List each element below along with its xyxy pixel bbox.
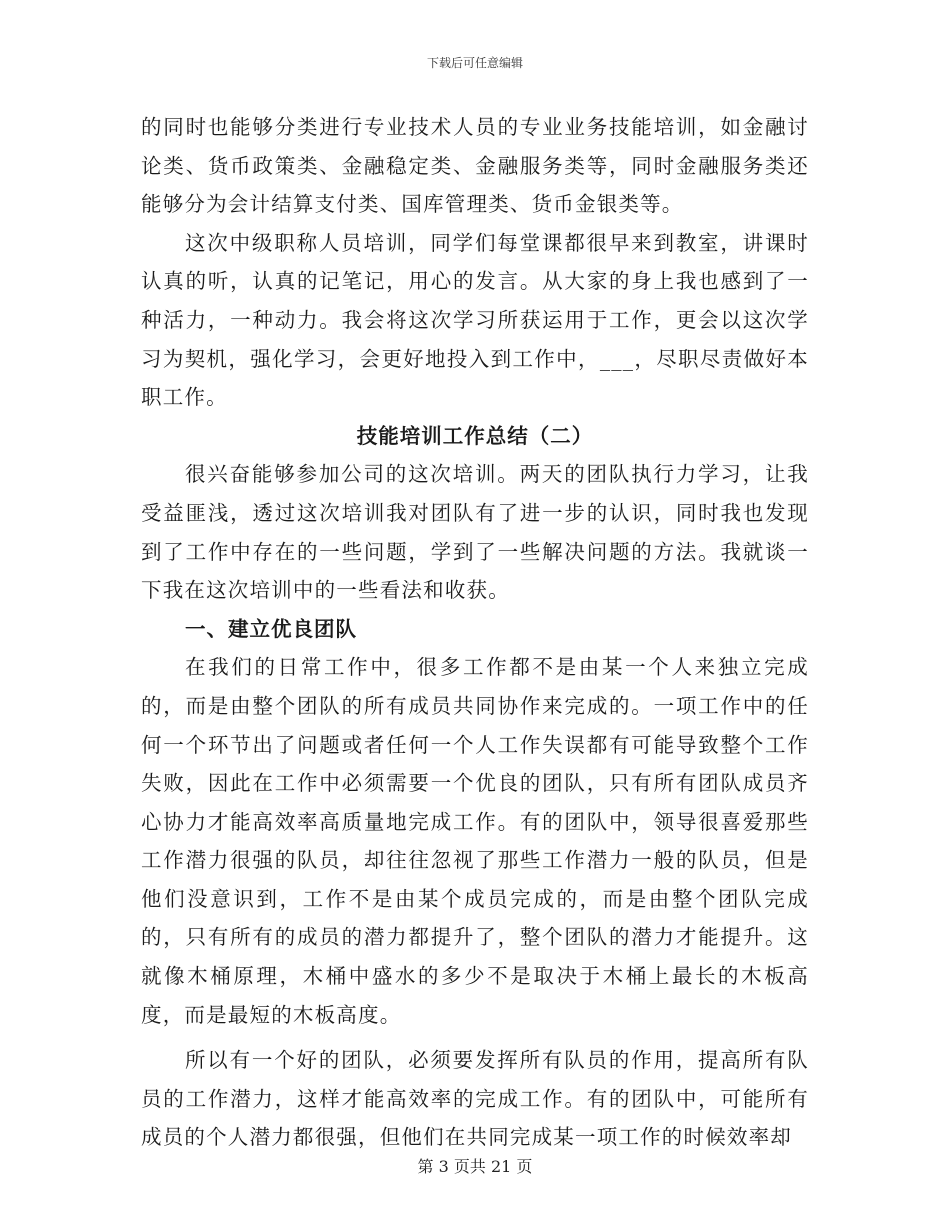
paragraph-good-team: 所以有一个好的团队，必须要发挥所有队员的作用，提高所有队员的工作潜力，这样才能高效率的完成工作。有的团队中，可能所有成员的个人潜力都很强，但他们在共同完成某一项工作的时候效率却 (141, 1048, 809, 1150)
section-title: 技能培训工作总结（二） (356, 423, 594, 448)
document-body (141, 108, 809, 1157)
page-number: 第 3 页共 21 页 (417, 1157, 533, 1176)
paragraph-continuation: 的同时也能够分类进行专业技术人员的专业业务技能培训，如金融讨论类、货币政策类、金融稳定类、金融服务类等，同时金融服务类还能够分为会计结算支付类、国库管理类、货币金银类等。 (141, 115, 809, 217)
paragraph-training-summary: 这次中级职称人员培训，同学们每堂课都很早来到教室，讲课时认真的听，认真的记笔记，用心的发言。从大家的身上我也感到了一种活力，一种动力。我会将这次学习所获运用于工作，更会以这次学习为契机，强化学习，会更好地投入到工作中，___，尽职尽责做好本职工作。 (141, 230, 809, 410)
paragraph-intro: 很兴奋能够参加公司的这次培训。两天的团队执行力学习，让我受益匪浅，透过这次培训我对团队有了进一步的认识，同时我也发现到了工作中存在的一些问题，学到了一些解决问题的方法。我就谈一下我在这次培训中的一些看法和收获。 (141, 462, 809, 603)
subsection-heading: 一、建立优良团队 (185, 616, 357, 641)
page-header: 下载后可任意编辑 (426, 56, 523, 70)
paragraph-team-work: 在我们的日常工作中，很多工作都不是由某一个人来独立完成的，而是由整个团队的所有成员共同协作来完成的。一项工作中的任何一个环节出了问题或者任何一个人工作失误都有可能导致整个工作失败，因此在工作中必须需要一个优良的团队，只有所有团队成员齐心协力才能高效率高质量地完成工作。有的团队中，领导很喜爱那些工作潜力很强的队员，却往往忽视了那些工作潜力一般的队员，但是他们没意识到，工作不是由某个成员完成的，而是由整个团队完成的，只有所有的成员的潜力都提升了，整个团队的潜力才能提升。这就像木桶原理，木桶中盛水的多少不是取决于木桶上最长的木板高度，而是最短的木板高度。 (141, 655, 809, 1027)
